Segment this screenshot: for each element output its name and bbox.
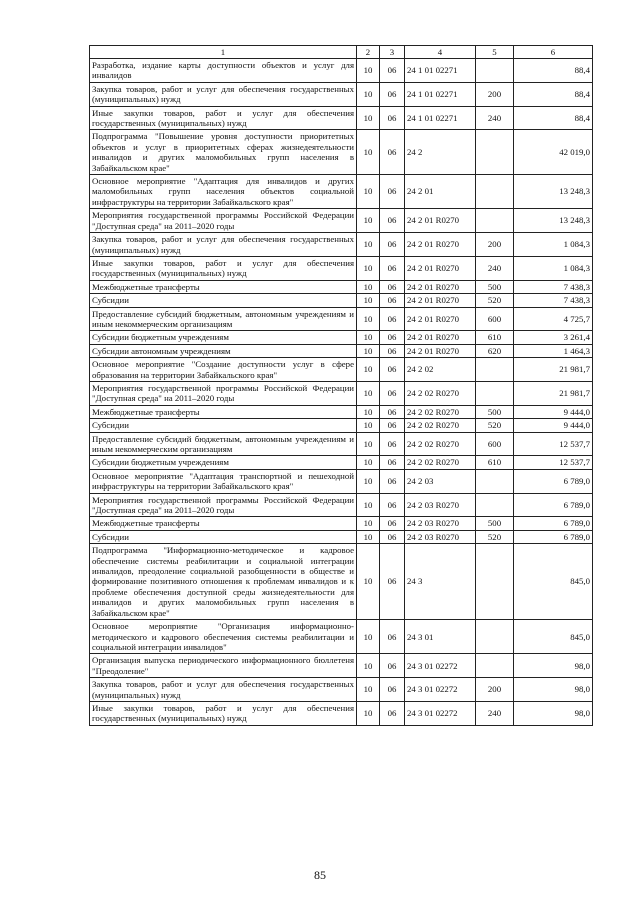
amount-cell: 7 438,3 xyxy=(514,280,593,293)
expense-type-cell xyxy=(476,209,514,233)
target-article-cell: 24 2 02 R0270 xyxy=(405,381,476,405)
target-article-cell: 24 2 03 R0270 xyxy=(405,517,476,530)
amount-cell: 21 981,7 xyxy=(514,381,593,405)
expense-type-cell xyxy=(476,59,514,83)
amount-cell: 98,0 xyxy=(514,654,593,678)
expense-type-cell: 520 xyxy=(476,294,514,307)
expense-type-cell: 600 xyxy=(476,307,514,331)
section-cell: 10 xyxy=(357,331,380,344)
subsection-cell: 06 xyxy=(380,344,405,357)
target-article-cell: 24 1 01 02271 xyxy=(405,82,476,106)
section-cell: 10 xyxy=(357,381,380,405)
table-row xyxy=(90,432,593,456)
section-cell: 10 xyxy=(357,419,380,432)
expense-type-cell xyxy=(476,469,514,493)
row-name-cell: Предоставление субсидий бюджетным, автономным учреждениям и иным некоммерческим организациям xyxy=(90,432,357,456)
table-row xyxy=(90,344,593,357)
table-row xyxy=(90,307,593,331)
table-row xyxy=(90,419,593,432)
row-name-cell: Основное мероприятие "Создание доступности услуг в сфере образования на территории Забайкальского края" xyxy=(90,358,357,382)
table-row xyxy=(90,469,593,493)
subsection-cell: 06 xyxy=(380,130,405,175)
row-name-cell: Субсидии xyxy=(90,530,357,543)
row-name-cell: Основное мероприятие "Адаптация для инвалидов и других маломобильных групп населения объектов социальной инфраструктуры на территории Забайкальского края" xyxy=(90,175,357,209)
target-article-cell: 24 2 01 R0270 xyxy=(405,256,476,280)
target-article-cell: 24 2 01 R0270 xyxy=(405,233,476,257)
section-cell: 10 xyxy=(357,307,380,331)
target-article-cell: 24 2 xyxy=(405,130,476,175)
section-cell: 10 xyxy=(357,82,380,106)
target-article-cell: 24 2 02 xyxy=(405,358,476,382)
expense-type-cell xyxy=(476,175,514,209)
target-article-cell: 24 2 02 R0270 xyxy=(405,456,476,469)
target-article-cell: 24 2 01 R0270 xyxy=(405,294,476,307)
amount-cell: 12 537,7 xyxy=(514,456,593,469)
expense-type-cell: 610 xyxy=(476,456,514,469)
table-row xyxy=(90,233,593,257)
section-cell: 10 xyxy=(357,544,380,620)
expense-type-cell: 620 xyxy=(476,344,514,357)
amount-cell: 98,0 xyxy=(514,678,593,702)
table-row xyxy=(90,493,593,517)
target-article-cell: 24 2 03 R0270 xyxy=(405,493,476,517)
row-name-cell: Мероприятия государственной программы Российской Федерации "Доступная среда" на 2011–2020 годы xyxy=(90,493,357,517)
target-article-cell: 24 3 01 xyxy=(405,620,476,654)
target-article-cell: 24 3 01 02272 xyxy=(405,678,476,702)
section-cell: 10 xyxy=(357,517,380,530)
section-cell: 10 xyxy=(357,456,380,469)
table-row xyxy=(90,701,593,725)
amount-cell: 88,4 xyxy=(514,82,593,106)
table-row xyxy=(90,294,593,307)
expense-type-cell xyxy=(476,358,514,382)
subsection-cell: 06 xyxy=(380,620,405,654)
row-name-cell: Закупка товаров, работ и услуг для обеспечения государственных (муниципальных) нужд xyxy=(90,233,357,257)
expense-type-cell xyxy=(476,381,514,405)
expense-type-cell xyxy=(476,493,514,517)
expense-type-cell: 610 xyxy=(476,331,514,344)
subsection-cell: 06 xyxy=(380,233,405,257)
row-name-cell: Субсидии xyxy=(90,419,357,432)
target-article-cell: 24 2 03 xyxy=(405,469,476,493)
amount-cell: 12 537,7 xyxy=(514,432,593,456)
header-cell: 3 xyxy=(380,46,405,59)
section-cell: 10 xyxy=(357,678,380,702)
subsection-cell: 06 xyxy=(380,358,405,382)
header-cell: 5 xyxy=(476,46,514,59)
target-article-cell: 24 2 02 R0270 xyxy=(405,405,476,418)
table-row xyxy=(90,405,593,418)
row-name-cell: Закупка товаров, работ и услуг для обеспечения государственных (муниципальных) нужд xyxy=(90,678,357,702)
amount-cell: 845,0 xyxy=(514,544,593,620)
expense-type-cell: 200 xyxy=(476,678,514,702)
target-article-cell: 24 3 01 02272 xyxy=(405,701,476,725)
amount-cell: 88,4 xyxy=(514,59,593,83)
subsection-cell: 06 xyxy=(380,209,405,233)
table-row xyxy=(90,678,593,702)
table-row xyxy=(90,59,593,83)
subsection-cell: 06 xyxy=(380,701,405,725)
expense-type-cell: 520 xyxy=(476,530,514,543)
table-row xyxy=(90,175,593,209)
table-row xyxy=(90,381,593,405)
expense-type-cell: 240 xyxy=(476,701,514,725)
expense-type-cell xyxy=(476,654,514,678)
row-name-cell: Субсидии бюджетным учреждениям xyxy=(90,456,357,469)
subsection-cell: 06 xyxy=(380,654,405,678)
target-article-cell: 24 3 01 02272 xyxy=(405,654,476,678)
target-article-cell: 24 2 01 R0270 xyxy=(405,331,476,344)
expense-type-cell xyxy=(476,130,514,175)
table-row xyxy=(90,256,593,280)
amount-cell: 4 725,7 xyxy=(514,307,593,331)
section-cell: 10 xyxy=(357,294,380,307)
subsection-cell: 06 xyxy=(380,307,405,331)
section-cell: 10 xyxy=(357,358,380,382)
table-row xyxy=(90,209,593,233)
target-article-cell: 24 1 01 02271 xyxy=(405,59,476,83)
row-name-cell: Субсидии xyxy=(90,294,357,307)
table-row xyxy=(90,517,593,530)
section-cell: 10 xyxy=(357,493,380,517)
expense-type-cell xyxy=(476,620,514,654)
row-name-cell: Разработка, издание карты доступности объектов и услуг для инвалидов xyxy=(90,59,357,83)
row-name-cell: Мероприятия государственной программы Российской Федерации "Доступная среда" на 2011–2020 годы xyxy=(90,381,357,405)
subsection-cell: 06 xyxy=(380,678,405,702)
subsection-cell: 06 xyxy=(380,530,405,543)
target-article-cell: 24 2 01 xyxy=(405,175,476,209)
subsection-cell: 06 xyxy=(380,517,405,530)
expense-type-cell: 500 xyxy=(476,517,514,530)
table-row xyxy=(90,82,593,106)
subsection-cell: 06 xyxy=(380,469,405,493)
section-cell: 10 xyxy=(357,344,380,357)
amount-cell: 1 084,3 xyxy=(514,256,593,280)
section-cell: 10 xyxy=(357,405,380,418)
table-row xyxy=(90,331,593,344)
header-cell: 1 xyxy=(90,46,357,59)
row-name-cell: Межбюджетные трансферты xyxy=(90,517,357,530)
subsection-cell: 06 xyxy=(380,294,405,307)
expense-type-cell: 500 xyxy=(476,405,514,418)
amount-cell: 845,0 xyxy=(514,620,593,654)
row-name-cell: Субсидии автономным учреждениям xyxy=(90,344,357,357)
amount-cell: 6 789,0 xyxy=(514,493,593,517)
section-cell: 10 xyxy=(357,209,380,233)
header-cell: 4 xyxy=(405,46,476,59)
table-row xyxy=(90,456,593,469)
amount-cell: 13 248,3 xyxy=(514,209,593,233)
amount-cell: 88,4 xyxy=(514,106,593,130)
expense-type-cell xyxy=(476,544,514,620)
amount-cell: 6 789,0 xyxy=(514,469,593,493)
section-cell: 10 xyxy=(357,469,380,493)
amount-cell: 6 789,0 xyxy=(514,530,593,543)
amount-cell: 21 981,7 xyxy=(514,358,593,382)
target-article-cell: 24 2 02 R0270 xyxy=(405,432,476,456)
subsection-cell: 06 xyxy=(380,456,405,469)
row-name-cell: Межбюджетные трансферты xyxy=(90,405,357,418)
target-article-cell: 24 2 01 R0270 xyxy=(405,307,476,331)
section-cell: 10 xyxy=(357,106,380,130)
header-row xyxy=(90,46,593,59)
target-article-cell: 24 1 01 02271 xyxy=(405,106,476,130)
expense-type-cell: 240 xyxy=(476,256,514,280)
subsection-cell: 06 xyxy=(380,82,405,106)
row-name-cell: Межбюджетные трансферты xyxy=(90,280,357,293)
row-name-cell: Основное мероприятие "Адаптация транспортной и пешеходной инфраструктуры на территории Забайкальского края" xyxy=(90,469,357,493)
subsection-cell: 06 xyxy=(380,280,405,293)
row-name-cell: Иные закупки товаров, работ и услуг для обеспечения государственных (муниципальных) нужд xyxy=(90,701,357,725)
page-number: 85 xyxy=(314,868,326,882)
amount-cell: 1 464,3 xyxy=(514,344,593,357)
table-row xyxy=(90,654,593,678)
expense-type-cell: 240 xyxy=(476,106,514,130)
table-row xyxy=(90,530,593,543)
expense-type-cell: 600 xyxy=(476,432,514,456)
target-article-cell: 24 2 02 R0270 xyxy=(405,419,476,432)
row-name-cell: Закупка товаров, работ и услуг для обеспечения государственных (муниципальных) нужд xyxy=(90,82,357,106)
amount-cell: 7 438,3 xyxy=(514,294,593,307)
row-name-cell: Подпрограмма "Информационно-методическое и кадровое обеспечение системы реабилитации и социальной интеграции инвалидов, преодоление социальной разобщенности в обществе и формирование позитивного отношения к проблемам инвалидов и к проблеме обеспечения доступной среды жизнедеятельности для инвалидов и других маломобильных групп населения в Забайкальском крае" xyxy=(90,544,357,620)
amount-cell: 98,0 xyxy=(514,701,593,725)
subsection-cell: 06 xyxy=(380,175,405,209)
subsection-cell: 06 xyxy=(380,106,405,130)
section-cell: 10 xyxy=(357,432,380,456)
target-article-cell: 24 2 01 R0270 xyxy=(405,209,476,233)
table-row xyxy=(90,544,593,620)
table-row xyxy=(90,358,593,382)
section-cell: 10 xyxy=(357,530,380,543)
expense-type-cell: 200 xyxy=(476,233,514,257)
table-row xyxy=(90,620,593,654)
subsection-cell: 06 xyxy=(380,432,405,456)
section-cell: 10 xyxy=(357,175,380,209)
target-article-cell: 24 2 03 R0270 xyxy=(405,530,476,543)
subsection-cell: 06 xyxy=(380,405,405,418)
target-article-cell: 24 3 xyxy=(405,544,476,620)
amount-cell: 42 019,0 xyxy=(514,130,593,175)
amount-cell: 13 248,3 xyxy=(514,175,593,209)
section-cell: 10 xyxy=(357,130,380,175)
row-name-cell: Иные закупки товаров, работ и услуг для обеспечения государственных (муниципальных) нужд xyxy=(90,106,357,130)
subsection-cell: 06 xyxy=(380,331,405,344)
subsection-cell: 06 xyxy=(380,544,405,620)
section-cell: 10 xyxy=(357,620,380,654)
table-row xyxy=(90,106,593,130)
section-cell: 10 xyxy=(357,654,380,678)
subsection-cell: 06 xyxy=(380,493,405,517)
expense-type-cell: 520 xyxy=(476,419,514,432)
subsection-cell: 06 xyxy=(380,419,405,432)
row-name-cell: Организация выпуска периодического информационного бюллетеня "Преодоление" xyxy=(90,654,357,678)
expense-type-cell: 500 xyxy=(476,280,514,293)
row-name-cell: Мероприятия государственной программы Российской Федерации "Доступная среда" на 2011–2020 годы xyxy=(90,209,357,233)
table-row xyxy=(90,280,593,293)
subsection-cell: 06 xyxy=(380,59,405,83)
row-name-cell: Предоставление субсидий бюджетным, автономным учреждениям и иным некоммерческим организациям xyxy=(90,307,357,331)
budget-table xyxy=(89,45,593,726)
section-cell: 10 xyxy=(357,701,380,725)
amount-cell: 3 261,4 xyxy=(514,331,593,344)
target-article-cell: 24 2 01 R0270 xyxy=(405,280,476,293)
row-name-cell: Подпрограмма "Повышение уровня доступности приоритетных объектов и услуг в приоритетных сферах жизнедеятельности инвалидов и других маломобильных групп населения в Забайкальском крае" xyxy=(90,130,357,175)
expense-type-cell: 200 xyxy=(476,82,514,106)
amount-cell: 6 789,0 xyxy=(514,517,593,530)
subsection-cell: 06 xyxy=(380,256,405,280)
row-name-cell: Иные закупки товаров, работ и услуг для обеспечения государственных (муниципальных) нужд xyxy=(90,256,357,280)
target-article-cell: 24 2 01 R0270 xyxy=(405,344,476,357)
table-body xyxy=(90,46,593,726)
amount-cell: 9 444,0 xyxy=(514,405,593,418)
amount-cell: 9 444,0 xyxy=(514,419,593,432)
row-name-cell: Основное мероприятие "Организация информационно-методического и кадрового обеспечения системы реабилитации и социальной интеграции инвалидов" xyxy=(90,620,357,654)
section-cell: 10 xyxy=(357,256,380,280)
table-row xyxy=(90,130,593,175)
section-cell: 10 xyxy=(357,280,380,293)
amount-cell: 1 084,3 xyxy=(514,233,593,257)
subsection-cell: 06 xyxy=(380,381,405,405)
header-cell: 6 xyxy=(514,46,593,59)
row-name-cell: Субсидии бюджетным учреждениям xyxy=(90,331,357,344)
section-cell: 10 xyxy=(357,233,380,257)
section-cell: 10 xyxy=(357,59,380,83)
header-cell: 2 xyxy=(357,46,380,59)
